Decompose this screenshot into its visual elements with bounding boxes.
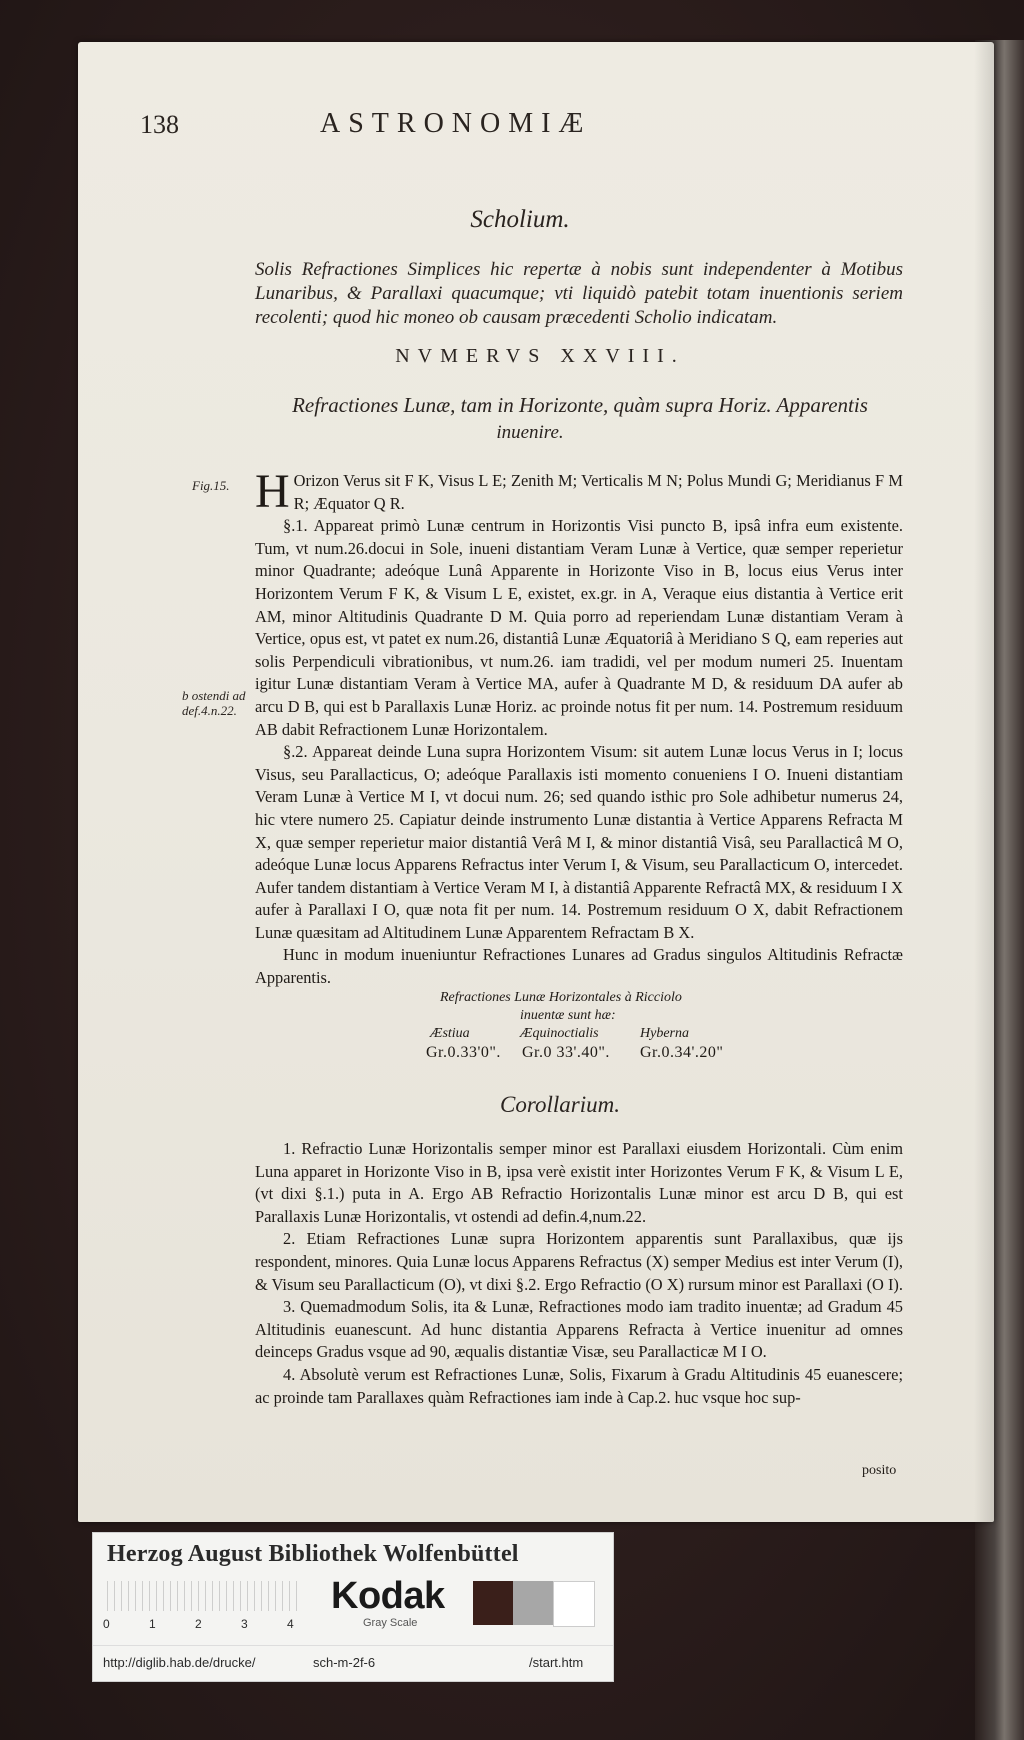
table-value-aequinoctialis: Gr.0 33'.40". — [522, 1044, 610, 1061]
main-text — [255, 465, 903, 990]
table-value-hyberna: Gr.0.34'.20" — [640, 1044, 724, 1061]
source-url: http://diglib.hab.de/drucke/ — [103, 1655, 256, 1670]
scholium-text: Solis Refractiones Simplices hic repertæ à nobis sunt independenter à Motibus Lunaribus, & Parallaxi quacumque; vti liquidò patebit totam inuentionis seriem recolenti; quod hic moneo ob causam præcedenti Scholio indicatam. — [255, 259, 903, 328]
ruler-number: 1 — [149, 1617, 156, 1631]
paragraph-2: §.2. Appareat deinde Luna supra Horizontem Visum: sit autem Lunæ locus Verus in I; locus Visus, seu Parallacticus, O; adeóque Parallaxis isti momento conueniens I O. Inueni distantiam Veram Lunæ à Vertice M I, vt docui num. 26; sed quando isthic pro Sole adhibetur numerus 24, hic vtere numero 25. Capiatur deinde instrumento Lunæ distantia à Vertice Apparens Refracta M X, quæ semper reperietur maior distantiâ Verâ M I, & minor distantiâ Visâ, seu Parallacticâ M O, adeóque Lunæ locus Apparens Refractus inter Verum I, & Visum, seu Parallacticum O, intercedet. Aufer tandem distantiam à Vertice Veram M I, à distantiâ Apparente Refractâ MX, & residuum I X aufer à Parallaxi I O, quæ nota fit per num. 14. Postremum residuum O X, dabit Refractionem Lunæ quæsitam ad Altitudinem Lunæ Apparentem Refractam B X. — [255, 742, 903, 942]
shelfmark: sch-m-2f-6 — [313, 1655, 376, 1670]
margin-figure-ref: Fig.15. — [192, 478, 230, 493]
corollary-3: 3. Quemadmodum Solis, ita & Lunæ, Refractiones modo iam tradito inuentæ; ad Gradum 45 Altitudinis euanescunt. Ad hunc distantia Apparens Refracta à Vertice inuenitur ad omnes deinceps Gradus vsque ad 90, æqualis distantiæ Visæ, seu Parallacticæ M I O. — [255, 1297, 903, 1362]
color-calibration-card — [92, 1532, 614, 1682]
swatch-dark — [473, 1581, 513, 1625]
paragraph-1: §.1. Appareat primò Lunæ centrum in Horizontis Visi puncto B, ipsâ infra eum existente. Tum, vt num.26.docui in Sole, inueni distantiam Veram Lunæ à Vertice, quæ semper reperietur minor Quadrante; adeóque Lunâ Apparente in Horizonte Viso in B, locus eius Verus inter Horizontem Verum F K, & Visum L E, existet, ex.gr. in A, Veraque eius distantia à Vertice erit AM, minor Altitudinis Quadrante D M. Quia porro ad reperiendam Lunæ distantiam Veram à Vertice, opus est, vt patet ex num.26, distantiâ Lunæ Æquatoriâ à Meridiano S Q, eam reperies aut solis Perpendiculi vibrationibus, vt num.26. iam tradidi, vel per modum numeri 25. Inuentam igitur Lunæ distantiam Veram à Vertice MA, aufer à Quadrante M D, & residuum DA aufer ab arcu D B, qui est b Parallaxis Lunæ Horiz. ac proinde notus fit per num. 14. Postremum residuum AB dabit Refractionem Lunæ Horizontalem. — [255, 516, 903, 739]
ruler-number: 0 — [103, 1617, 110, 1631]
paragraph-3: Hunc in modum inueniuntur Refractiones Lunares ad Gradus singulos Altitudinis Refractæ Apparentis. — [255, 945, 903, 988]
corollarium-heading: Corollarium. — [500, 1092, 620, 1117]
ruler-number: 4 — [287, 1617, 294, 1631]
table-caption-2: inuentæ sunt hæ: — [520, 1008, 616, 1023]
corollary-4: 4. Absolutè verum est Refractiones Lunæ, Solis, Fixarum à Gradu Altitudinis 45 euanescere; ac proinde tam Parallaxes quàm Refractiones iam inde à Cap.2. huc vsque hoc sup- — [255, 1364, 903, 1407]
table-col-hyberna: Hyberna — [640, 1026, 689, 1041]
table-value-aestiua: Gr.0.33'0". — [426, 1044, 501, 1061]
drop-cap: H — [255, 465, 290, 518]
ruler-number: 2 — [195, 1617, 202, 1631]
catchword: posito — [862, 1463, 897, 1478]
refraction-table — [426, 990, 790, 1064]
swatch-gray — [513, 1581, 553, 1625]
corollary-2: 2. Etiam Refractiones Lunæ supra Horizontem apparentis sunt Parallaxibus, quæ ijs respondent, minores. Quia Lunæ locus Apparens Refractus (X) semper Medius est inter Verum (I), & Visum seu Parallacticum (O), vt dixi §.2. Ergo Refractio (O X) rursum minor est Parallaxi (O I). — [255, 1229, 903, 1294]
corollary-1: 1. Refractio Lunæ Horizontalis semper minor est Parallaxi eiusdem Horizontali. Cùm enim Luna apparet in Horizonte Viso in B, ipsa verè existit inter Horizontes Verum F K, & Visum L E, (vt dixi §.1.) puta in A. Ergo AB Refractio Horizontalis Lunæ minor est arcu D B, qui est Parallaxis Lunæ Horizontalis, vt ostendi ad defin.4,num.22. — [255, 1139, 903, 1226]
numerus-heading: NVMERVS XXVIII. — [395, 345, 685, 367]
institution-name: Herzog August Bibliothek Wolfenbüttel — [107, 1541, 519, 1567]
running-title: ASTRONOMIÆ — [320, 108, 592, 139]
swatch-white — [553, 1581, 595, 1627]
page-number: 138 — [140, 110, 179, 139]
intro-text: Orizon Verus sit F K, Visus L E; Zenith M; Verticalis M N; Polus Mundi G; Meridianus F M R; Æquator Q R. — [293, 471, 903, 513]
running-head — [140, 108, 900, 148]
ruler-ticks — [107, 1581, 297, 1611]
table-caption-1: Refractiones Lunæ Horizontales à Ricciolo — [440, 990, 682, 1005]
table-col-aequinoctialis: Æquinoctialis — [520, 1026, 599, 1041]
card-divider — [93, 1645, 613, 1646]
ruler-number: 3 — [241, 1617, 248, 1631]
table-col-aestiua: Æstiua — [430, 1026, 470, 1041]
corollarium-text — [255, 1138, 903, 1409]
margin-definition-ref: b ostendi ad def.4.n.22. — [182, 688, 246, 718]
intro-paragraph — [255, 465, 903, 518]
start-path: /start.htm — [529, 1655, 584, 1670]
section-title-line-1: Refractiones Lunæ, tam in Horizonte, quàm supra Horiz. Apparentis — [292, 393, 868, 417]
scholium-heading: Scholium. — [470, 206, 570, 233]
kodak-logo: Kodak — [331, 1575, 445, 1617]
gray-scale-label: Gray Scale — [363, 1617, 418, 1629]
page-shadow — [974, 42, 994, 1522]
section-title-line-2: inuenire. — [496, 422, 564, 443]
